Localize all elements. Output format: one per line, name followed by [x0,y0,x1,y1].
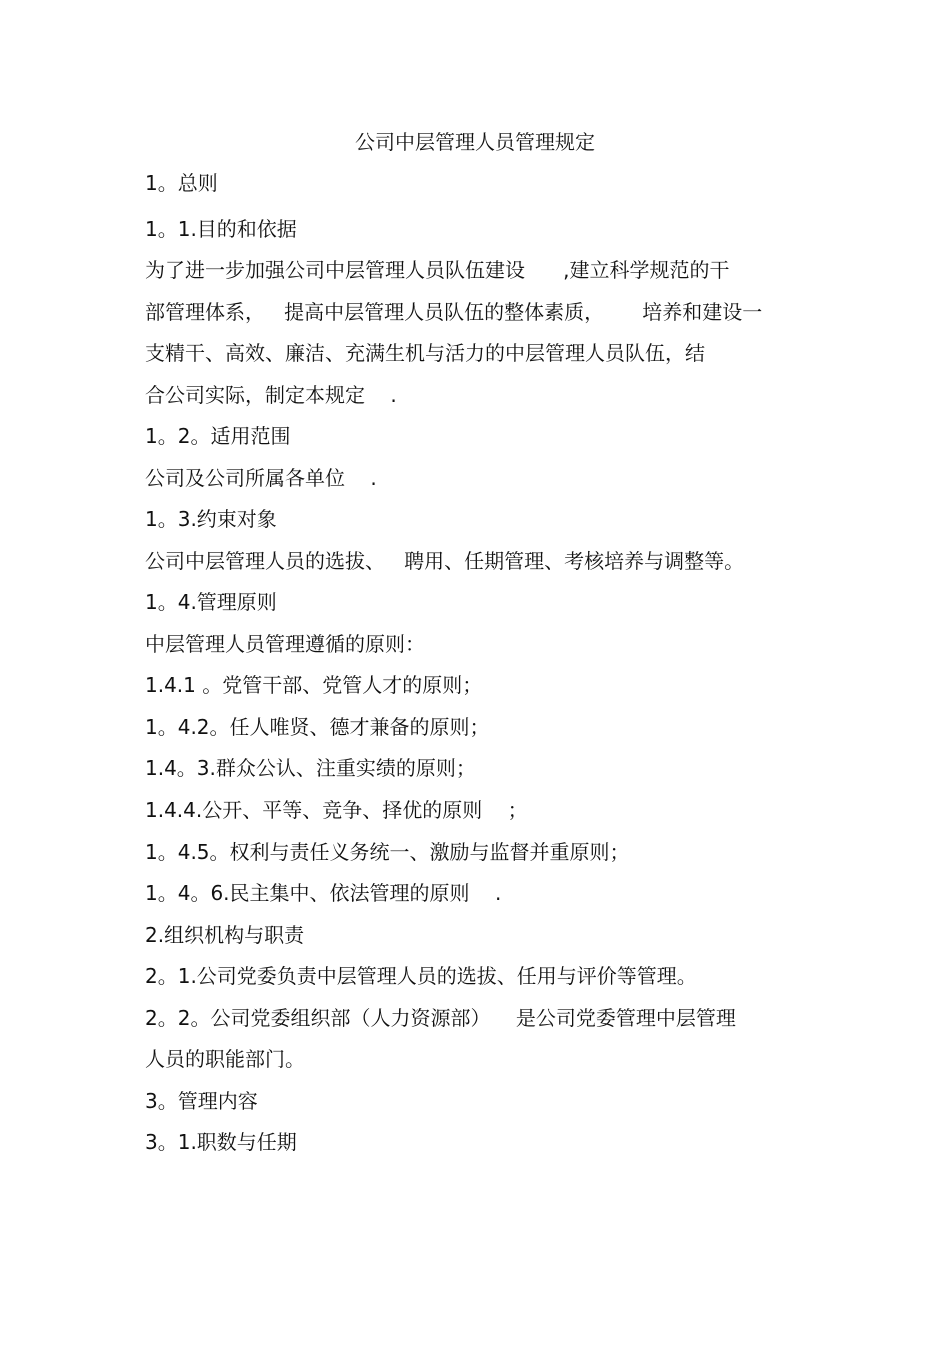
paragraph-line: 为了进一步加强公司中层管理人员队伍建设 ,建立科学规范的干 [145,258,730,282]
subsection-heading: 3。1.职数与任期 [145,1130,297,1154]
document-title: 公司中层管理人员管理规定 [355,130,595,154]
paragraph-line: 公司及公司所属各单位 . [145,466,377,490]
subsection-heading: 1。2。适用范围 [145,424,291,448]
paragraph-line: 2。1.公司党委负责中层管理人员的选拔、任用与评价等管理。 [145,964,697,988]
list-item: 1.4。3.群众公认、注重实绩的原则； [145,756,476,780]
subsection-heading: 1。3.约束对象 [145,507,277,531]
paragraph-line: 支精干、高效、廉洁、充满生机与活力的中层管理人员队伍，结 [145,341,705,365]
list-item: 1。4.5。权利与责任义务统一、激励与监督并重原则； [145,840,630,864]
paragraph-line: 合公司实际，制定本规定 . [145,383,397,407]
subsection-heading: 1。4.管理原则 [145,590,277,614]
section-heading: 2.组织机构与职责 [145,923,305,947]
paragraph-line: 公司中层管理人员的选拔、 聘用、任期管理、考核培养与调整等。 [145,549,745,573]
list-item: 1.4.4.公开、平等、竞争、择优的原则 ； [145,798,528,822]
section-heading: 1。总则 [145,171,218,195]
paragraph-line: 人员的职能部门。 [145,1047,305,1071]
paragraph-line: 2。2。公司党委组织部（人力资源部） 是公司党委管理中层管理 [145,1006,736,1030]
section-heading: 3。管理内容 [145,1089,258,1113]
subsection-heading: 1。1.目的和依据 [145,217,297,241]
list-item: 1。4.2。任人唯贤、德才兼备的原则； [145,715,490,739]
paragraph-line: 部管理体系， 提高中层管理人员队伍的整体素质， 培养和建设一 [145,300,763,324]
paragraph-line: 中层管理人员管理遵循的原则： [145,632,425,656]
list-item: 1。4。6.民主集中、依法管理的原则 . [145,881,502,905]
list-item: 1.4.1 。党管干部、党管人才的原则； [145,673,483,697]
